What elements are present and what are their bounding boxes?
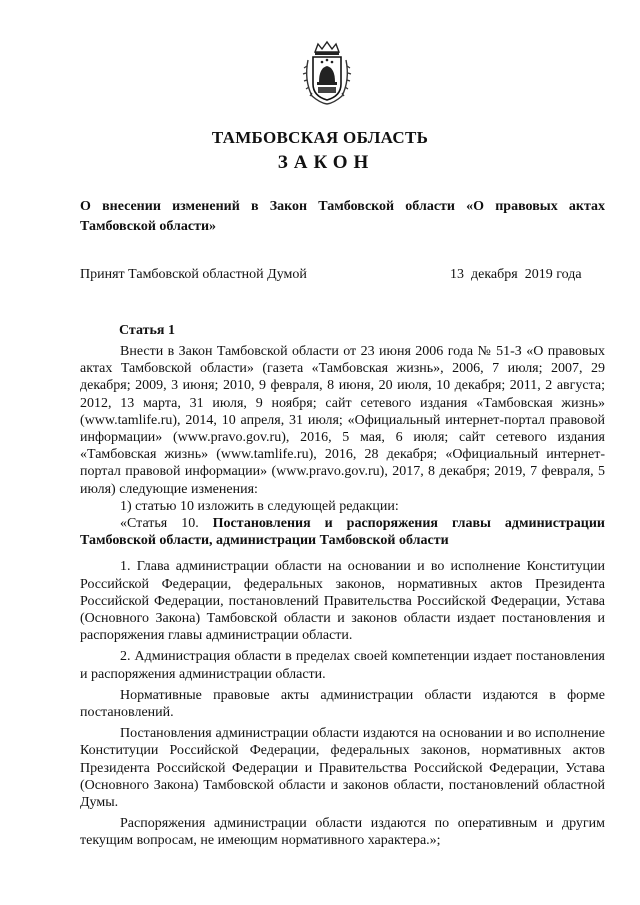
- law-subject: О внесении изменений в Закон Тамбовской области «О правовых актах Тамбовской области»: [80, 199, 605, 234]
- region-title: ТАМБОВСКАЯ ОБЛАСТЬ: [211, 128, 429, 147]
- new-article-title: Постановления и распоряжения главы администрации Тамбовской области, администрации Тамбовской области: [80, 516, 605, 549]
- article-intro-paragraph: Внести в Закон Тамбовской области от 23 июня 2006 года № 51-З «О правовых актах Тамбовской области» (газета «Тамбовская жизнь», 2006, 7 июля; 2007, 29 декабря; 2009, 3 июня; 2010, 9 февраля, 8 июня, 20 июля, 10 декабря; 2011, 2 августа; 2012, 13 марта, 31 июля, 9 ноября; сайт сетевого издания «Тамбовская жизнь» (www.tamlife.ru), 2014, 10 апреля, 31 июля; «Официальный интернет-портал правовой информации» (www.pravo.gov.ru), 2016, 5 мая, 6 июля; сайт сетевого издания «Тамбовская жизнь» (www.tamlife.ru), 2016, 28 декабря; «Официальный интернет-портал правовой информации» (www.pravo.gov.ru), 2017, 8 декабря; 2019, 7 февраля, 5 июля) следующие изменения:: [80, 344, 605, 497]
- new-article-prefix: «Статья 10.: [120, 516, 213, 532]
- paragraph-1: 1. Глава администрации области на основании и во исполнение Конституции Российской Федерации, федеральных законов, нормативных актов Президента Российской Федерации, постановлений Правительства Российской Федерации, Устава (Основного Закона) Тамбовской области и законов области издает постановления и распоряжения главы администрации области.: [80, 559, 605, 644]
- paragraph-5: Распоряжения администрации области издаются по оперативным и другим текущим вопросам, не имеющим нормативного характера.»;: [80, 816, 605, 849]
- amendment-item: 1) статью 10 изложить в следующей редакции:: [120, 498, 399, 514]
- paragraph-4: Постановления администрации области издаются на основании и во исполнение Конституции Российской Федерации, федеральных законов, нормативных актов Президента Российской Федерации и Правительства Российской Федерации, Устава (Основного Закона) Тамбовской области и законов области, постановлений областной Думы.: [80, 726, 605, 811]
- document-type-title: ЗАКОН: [277, 152, 375, 173]
- paragraph-3: Нормативные правовые акты администрации области издаются в форме постановлений.: [80, 687, 605, 721]
- adopted-by: Принят Тамбовской областной Думой: [80, 267, 307, 282]
- article-body: [80, 343, 605, 850]
- new-article-heading: [80, 515, 605, 549]
- paragraph-2: 2. Администрация области в пределах своей компетенции издает постановления и распоряжения администрации области.: [80, 649, 605, 682]
- adoption-date: 13 декабря 2019 года: [450, 267, 582, 282]
- tambov-coat-of-arms-icon: [302, 40, 352, 106]
- article-title: Статья 1: [119, 323, 175, 338]
